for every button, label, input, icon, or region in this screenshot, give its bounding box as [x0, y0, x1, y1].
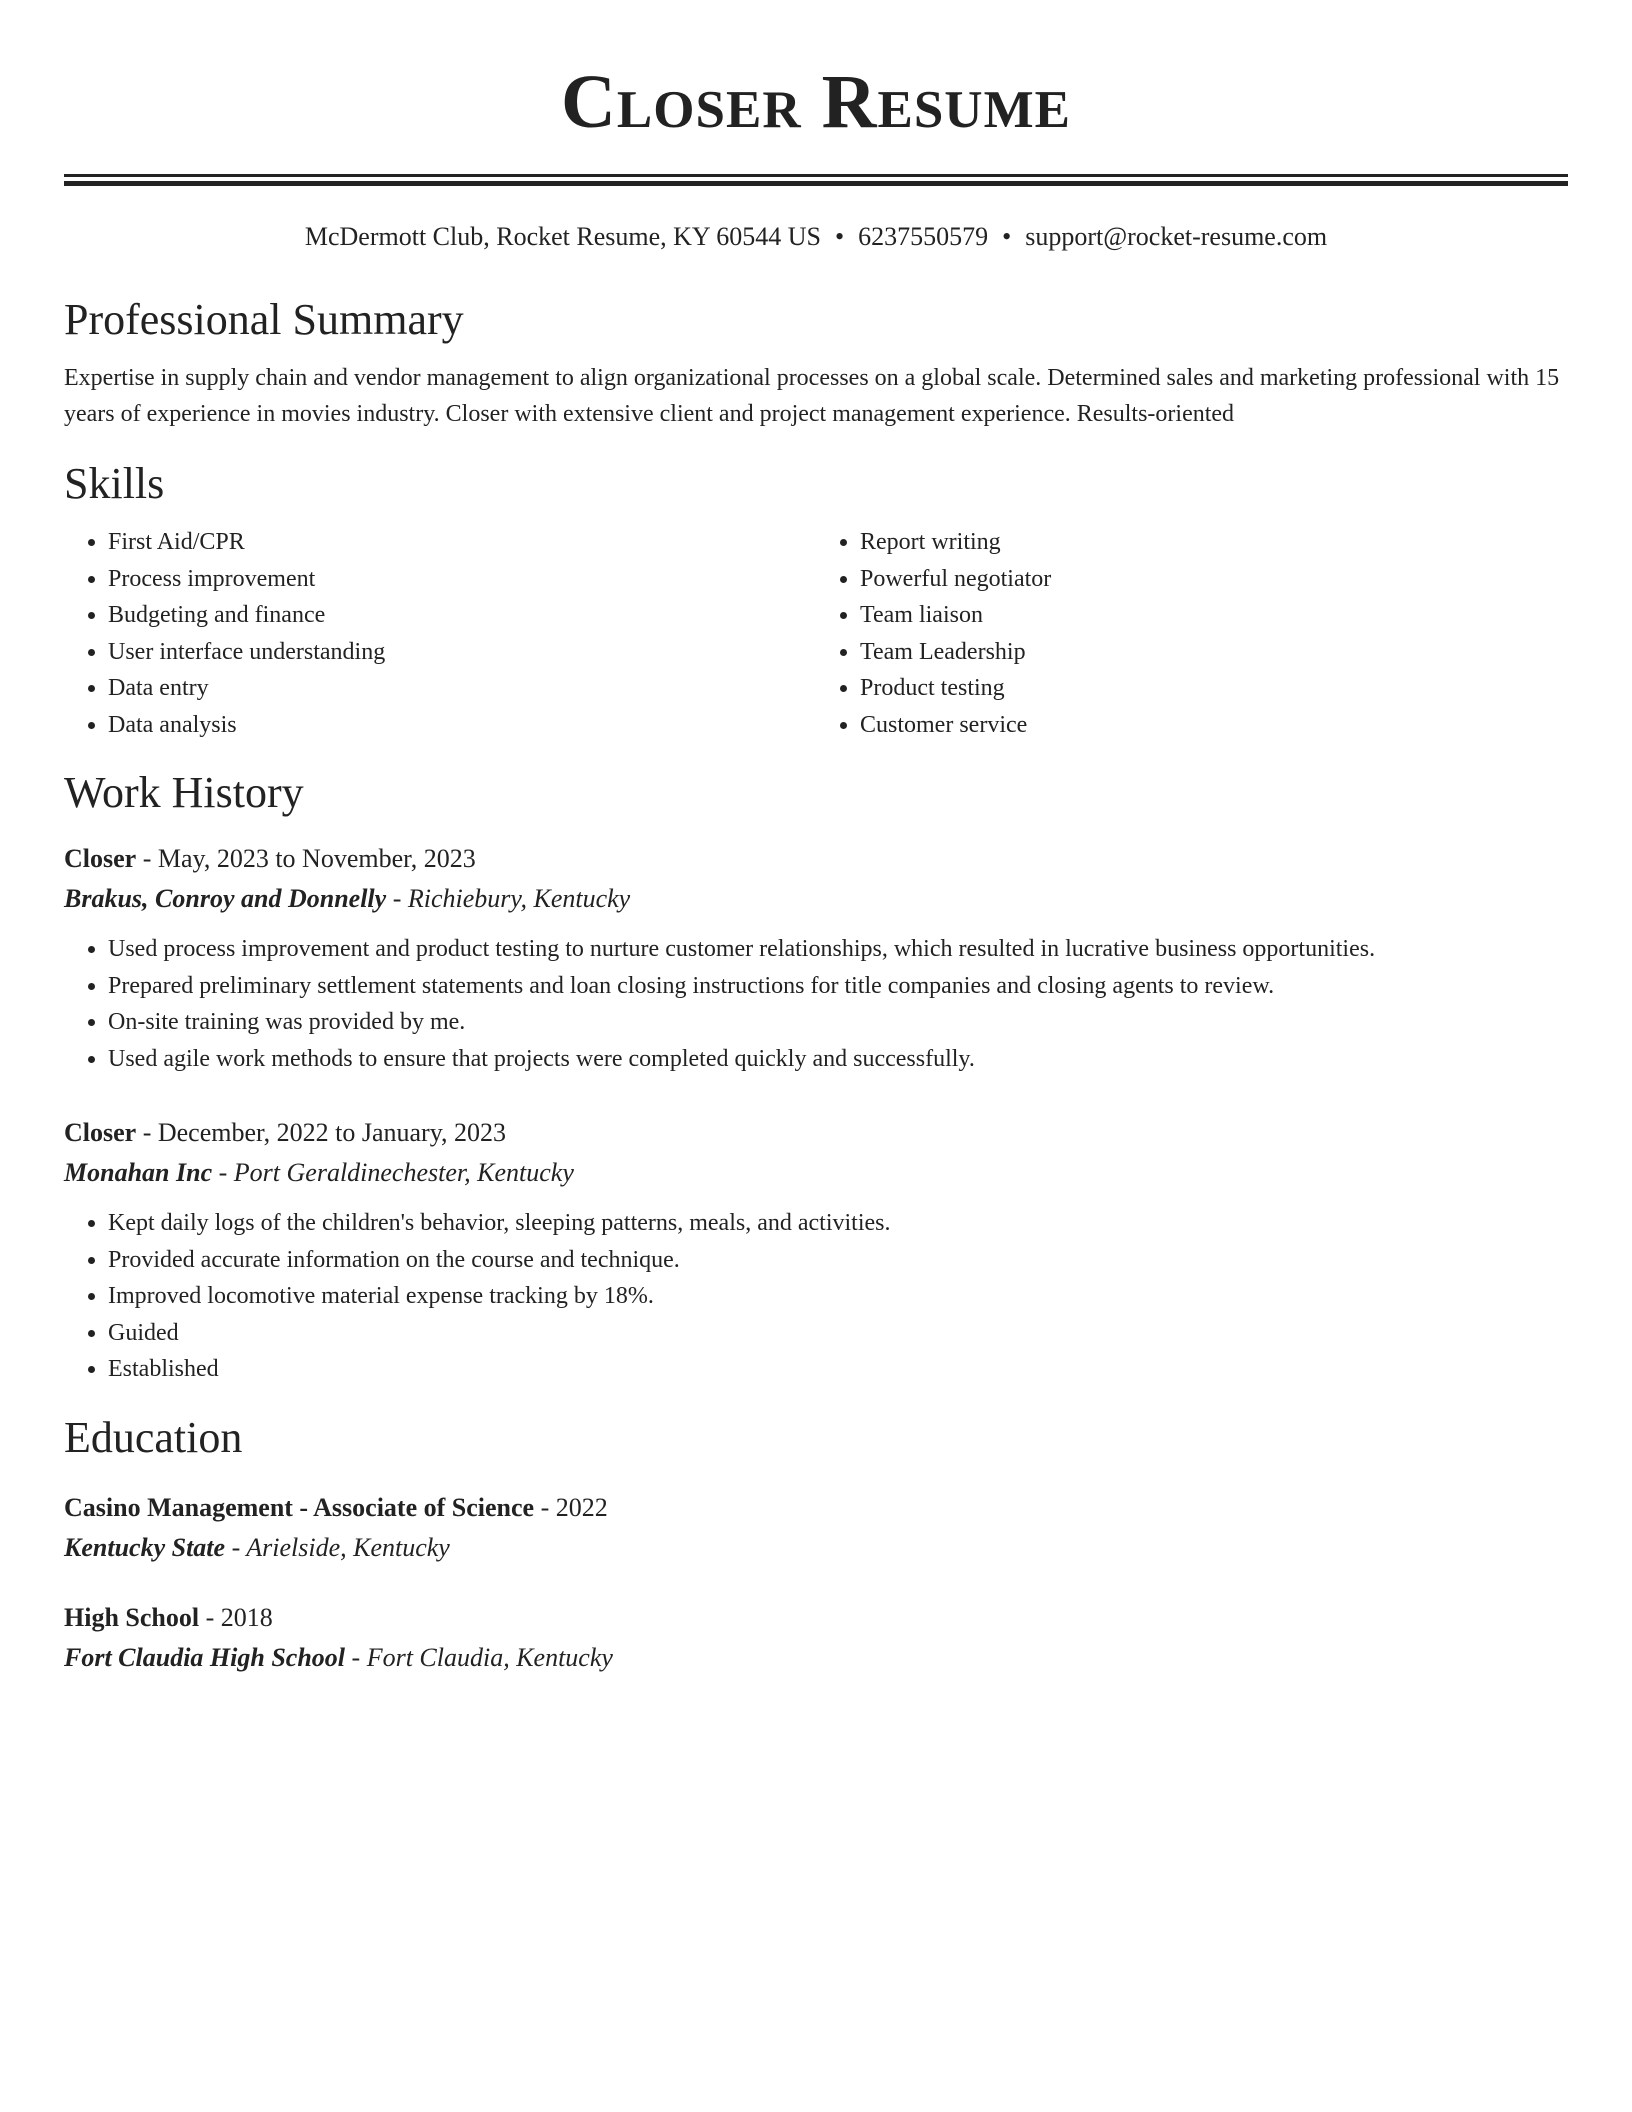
employer-line	[64, 879, 1568, 919]
job-bullets	[64, 931, 1568, 1077]
skills-heading: Skills	[64, 459, 165, 508]
education-entry	[64, 1488, 1568, 1568]
job-entry	[64, 839, 1568, 1077]
summary-heading: Professional Summary	[64, 295, 464, 344]
job-bullet: • Provided accurate information on the course and technique.	[108, 1242, 1568, 1279]
degree-name: High School	[64, 1602, 200, 1632]
job-bullet: • Established	[108, 1351, 1568, 1388]
job-title-line	[64, 839, 1568, 879]
employer-name: Monahan Inc	[64, 1158, 213, 1187]
skill-item: • Process improvement	[108, 561, 816, 598]
contact-separator: •	[1002, 222, 1012, 251]
education-entry	[64, 1598, 1568, 1678]
graduation-year: - 2022	[534, 1492, 608, 1522]
skills-list	[64, 524, 1568, 743]
skill-item: • Customer service	[860, 707, 1568, 744]
job-bullet: • Used process improvement and product testing to nurture customer relationships, which resulted in lucrative business opportunities.	[108, 931, 1568, 968]
school-location: - Arielside, Kentucky	[225, 1532, 450, 1562]
title-divider	[64, 174, 1568, 186]
school-name: Kentucky State	[64, 1532, 226, 1562]
skill-item: • Data entry	[108, 670, 816, 707]
skill-item: • Team Leadership	[860, 634, 1568, 671]
contact-line	[64, 220, 1568, 254]
job-bullet: • On-site training was provided by me.	[108, 1004, 1568, 1041]
employer-location: - Richiebury, Kentucky	[386, 884, 631, 913]
employer-line	[64, 1153, 1568, 1193]
school-name: Fort Claudia High School	[64, 1642, 346, 1672]
work-history-heading: Work History	[64, 768, 304, 817]
job-bullet: • Guided	[108, 1315, 1568, 1352]
skill-item: • Budgeting and finance	[108, 597, 816, 634]
summary-text: Expertise in supply chain and vendor management to align organizational processes on a global scale. Determined sales and marketing professional with 15 years of experience in movies industry. Closer with extensive client and project management experience. Results-oriented	[64, 365, 1560, 427]
degree-name: Casino Management - Associate of Science	[64, 1492, 535, 1522]
skills-column-left	[64, 524, 816, 743]
job-dates: - May, 2023 to November, 2023	[136, 844, 476, 873]
job-entry	[64, 1113, 1568, 1388]
skill-item: • Report writing	[860, 524, 1568, 561]
degree-line	[64, 1598, 1568, 1638]
job-title: Closer	[64, 1118, 137, 1147]
skill-item: • Data analysis	[108, 707, 816, 744]
skill-item: • User interface understanding	[108, 634, 816, 671]
contact-separator: •	[834, 222, 845, 251]
job-bullet: • Prepared preliminary settlement statements and loan closing instructions for title companies and closing agents to review.	[108, 968, 1568, 1005]
contact-phone: 6237550579	[858, 222, 989, 251]
job-title-line	[64, 1113, 1568, 1153]
school-location: - Fort Claudia, Kentucky	[345, 1642, 613, 1672]
skills-column-right	[816, 524, 1568, 743]
education-heading: Education	[64, 1412, 243, 1462]
school-line	[64, 1638, 1568, 1678]
job-dates: - December, 2022 to January, 2023	[136, 1118, 507, 1147]
employer-name: Brakus, Conroy and Donnelly	[64, 884, 387, 913]
school-line	[64, 1528, 1568, 1568]
skill-item: • Team liaison	[860, 597, 1568, 634]
job-bullet: • Used agile work methods to ensure that projects were completed quickly and successfully.	[108, 1041, 1568, 1078]
skill-item: • Powerful negotiator	[860, 561, 1568, 598]
graduation-year: - 2018	[199, 1602, 273, 1632]
degree-line	[64, 1488, 1568, 1528]
job-bullet: • Improved locomotive material expense tracking by 18%.	[108, 1278, 1568, 1315]
contact-email: support@rocket-resume.com	[1025, 222, 1328, 251]
skill-item: • Product testing	[860, 670, 1568, 707]
contact-address: McDermott Club, Rocket Resume, KY 60544 US	[304, 222, 821, 251]
resume-title: Closer Resume	[561, 60, 1071, 144]
job-bullet: • Kept daily logs of the children's behavior, sleeping patterns, meals, and activities.	[108, 1205, 1568, 1242]
skill-item: • First Aid/CPR	[108, 524, 816, 561]
job-title: Closer	[64, 844, 137, 873]
employer-location: - Port Geraldinechester, Kentucky	[212, 1158, 574, 1187]
job-bullets	[64, 1205, 1568, 1388]
